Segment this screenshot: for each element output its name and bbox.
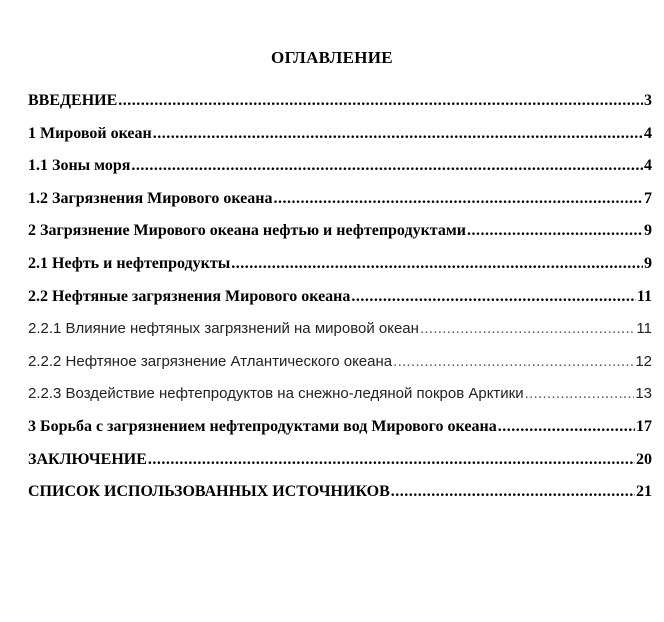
toc-entry-page: 3 — [644, 92, 652, 109]
toc-entry-page: 21 — [636, 483, 652, 501]
dot-leader — [118, 92, 643, 110]
toc-entry-label: 1.1 Зоны моря — [28, 157, 131, 175]
toc-entry-page: 13 — [635, 385, 652, 403]
toc-entry-1-1[interactable] — [28, 157, 652, 190]
toc-entry-1-2[interactable] — [28, 190, 652, 223]
dot-leader — [131, 157, 643, 175]
toc-entry-3[interactable] — [28, 418, 652, 451]
toc-entry-label: 1.2 Загрязнения Мирового океана — [28, 189, 273, 207]
toc-entry-label: 2.2.1 Влияние нефтяных загрязнений на мировой океан — [28, 320, 419, 338]
toc-entry-page: 9 — [644, 222, 652, 240]
toc-entry-label: 3 Борьба с загрязнением нефтепродуктами вод Мирового океана — [28, 417, 497, 435]
dot-leader — [393, 353, 634, 370]
toc-entry-2-2-3[interactable] — [28, 385, 652, 418]
toc-entry-2[interactable] — [28, 222, 652, 255]
toc-entry-label: ЗАКЛЮЧЕНИЕ — [28, 450, 147, 468]
toc-entry-page: 7 — [644, 189, 652, 207]
toc-entry-references[interactable] — [28, 483, 652, 516]
toc-entry-page: 9 — [644, 254, 652, 272]
dot-leader — [391, 483, 635, 501]
toc-entry-label: СПИСОК ИСПОЛЬЗОВАННЫХ ИСТОЧНИКОВ — [28, 483, 390, 501]
dot-leader — [525, 385, 635, 402]
toc-entry-label: ВВЕДЕНИЕ — [28, 92, 118, 109]
dot-leader — [467, 222, 643, 240]
toc-entry-page: 4 — [644, 124, 652, 142]
toc-title: ОГЛАВЛЕНИЕ — [271, 48, 393, 67]
toc-entry-conclusion[interactable] — [28, 451, 652, 484]
dot-leader — [148, 451, 635, 469]
toc-entry-label: 2.2.3 Воздействие нефтепродуктов на снежно-ледяной покров Арктики — [28, 385, 524, 403]
dot-leader — [498, 418, 635, 436]
toc-entry-introduction[interactable] — [28, 92, 652, 125]
dot-leader — [153, 125, 643, 143]
toc-entry-page: 12 — [635, 352, 652, 370]
toc-entry-label: 2.2 Нефтяные загрязнения Мирового океана — [28, 287, 351, 305]
dot-leader — [351, 288, 635, 306]
dot-leader — [420, 320, 635, 337]
toc-entry-page: 11 — [636, 320, 652, 338]
toc-entry-page: 17 — [636, 417, 652, 435]
toc-entry-label: 2.2.2 Нефтяное загрязнение Атлантического океана — [28, 352, 393, 370]
toc-entry-2-2-2[interactable] — [28, 353, 652, 386]
dot-leader — [231, 255, 643, 273]
toc-entry-1[interactable] — [28, 125, 652, 158]
toc-entry-page: 4 — [644, 157, 652, 175]
toc-entry-label: 1 Мировой океан — [28, 124, 152, 142]
dot-leader — [273, 190, 643, 208]
toc-entry-page: 20 — [636, 450, 652, 468]
toc-entry-label: 2.1 Нефть и нефтепродукты — [28, 254, 231, 272]
table-of-contents — [28, 92, 652, 516]
toc-entry-2-2[interactable] — [28, 288, 652, 321]
toc-entry-2-2-1[interactable] — [28, 320, 652, 353]
toc-entry-page: 11 — [636, 287, 652, 305]
toc-entry-label: 2 Загрязнение Мирового океана нефтью и нефтепродуктами — [28, 222, 466, 240]
toc-entry-2-1[interactable] — [28, 255, 652, 288]
